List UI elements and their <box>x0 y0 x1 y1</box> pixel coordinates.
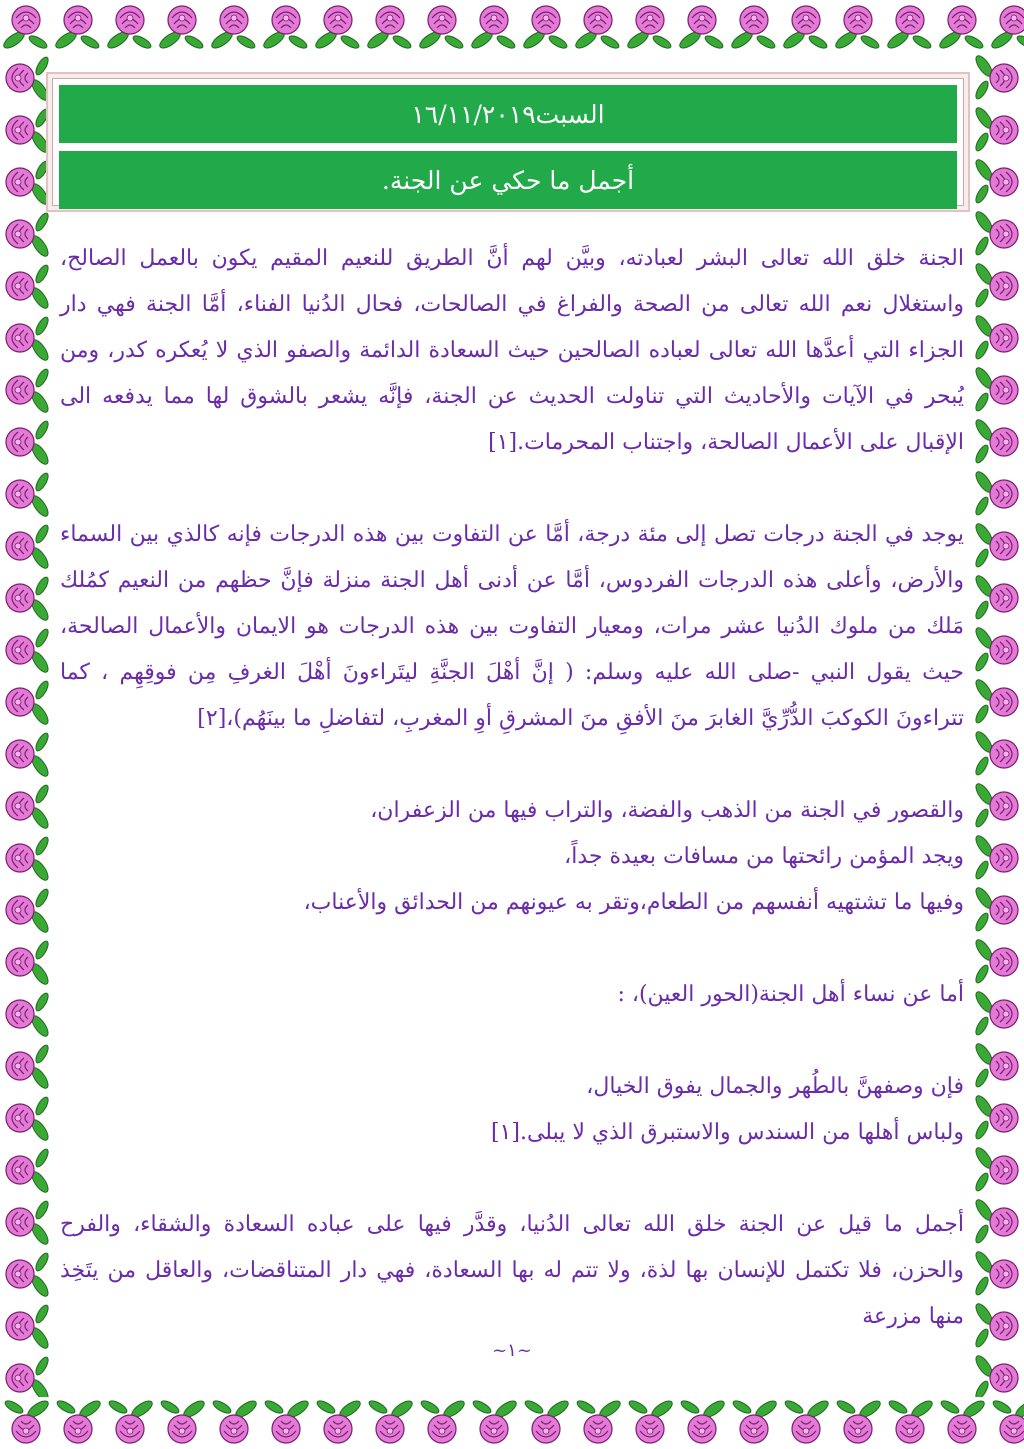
rose-icon <box>0 312 52 364</box>
rose-icon <box>780 1397 832 1449</box>
rose-icon <box>0 364 52 416</box>
rose-icon <box>988 0 1024 52</box>
page-number: ~١~ <box>492 1340 532 1361</box>
paragraph-degrees: يوجد في الجنة درجات تصل إلى مئة درجة، أمَّا عن التفاوت بين هذه الدرجات فإنه كالذي بين السماء والأرض، وأعلى هذه الدرجات الفردوس، أمَّا عن أدنى أهل الجنة منزلة فإنَّ حظهم من النعيم كمُلك مَلك من ملوك الدُنيا عشر مرات، ومعيار التفاوت بين هذه الدرجات هو الايمان والأعمال الصالحة، حيث يقول النبي -صلى الله عليه وسلم: ( إنَّ أهْلَ الجنَّةِ ليتَراءونَ أهْلَ الغرفِ مِن فوقِهِم ، كما تتراءونَ الكوكبَ الدُّرِّيَّ الغابرَ منَ الأفقِ منَ المشرقِ أوِ المغربِ، لتفاضلِ ما بينَهُم)،[٢] <box>60 522 964 731</box>
header-frame <box>52 78 964 206</box>
rose-icon <box>156 1397 208 1449</box>
rose-icon <box>972 728 1024 780</box>
rose-icon <box>728 1397 780 1449</box>
rose-icon <box>156 0 208 52</box>
rose-icon <box>52 1397 104 1449</box>
rose-icon <box>416 0 468 52</box>
rose-icon <box>312 1397 364 1449</box>
rose-icon <box>972 312 1024 364</box>
rose-icon <box>0 0 52 52</box>
rose-icon <box>972 416 1024 468</box>
rose-icon <box>468 0 520 52</box>
rose-icon <box>0 988 52 1040</box>
rose-icon <box>972 156 1024 208</box>
rose-border-bottom <box>0 1397 1024 1449</box>
header-title: أجمل ما حكي عن الجنة. <box>59 149 957 209</box>
rose-icon <box>0 468 52 520</box>
rose-icon <box>972 832 1024 884</box>
rose-icon <box>972 468 1024 520</box>
rose-icon <box>52 0 104 52</box>
rose-icon <box>572 0 624 52</box>
rose-icon <box>676 0 728 52</box>
rose-icon <box>972 624 1024 676</box>
rose-icon <box>468 1397 520 1449</box>
rose-border-top <box>0 0 1024 52</box>
rose-icon <box>0 624 52 676</box>
rose-icon <box>972 1248 1024 1300</box>
rose-icon <box>0 884 52 936</box>
rose-icon <box>416 1397 468 1449</box>
rose-icon <box>972 104 1024 156</box>
rose-border-left <box>0 52 52 1397</box>
rose-icon <box>0 728 52 780</box>
paragraph-intro: الجنة خلق الله تعالى البشر لعبادته، وبيَّن لهم أنَّ الطريق للنعيم المقيم يكون بالعمل الصالح، واستغلال نعم الله تعالى من الصحة والفراغ في الصالحات، فحال الدُنيا الفناء، أمَّا الجنة فهي دار الجزاء التي أعدَّها الله تعالى لعباده الصالحين حيث السعادة الدائمة والصفو الذي لا يُعكره كدر، ومن يُبحر في الآيات والأحاديث التي تناولت الحديث عن الجنة، فإنَّه يشعر بالشوق لها مما يدفعه الى الإقبال على الأعمال الصالحة، واجتناب المحرمات.[١] <box>60 246 964 455</box>
rose-icon <box>0 416 52 468</box>
rose-icon <box>0 1040 52 1092</box>
rose-icon <box>972 52 1024 104</box>
line-food: وفيها ما تشتهيه أنفسهم من الطعام،وتقر به عيونهم من الحدائق والأعناب، <box>303 890 964 915</box>
rose-icon <box>972 1196 1024 1248</box>
rose-icon <box>972 1092 1024 1144</box>
rose-icon <box>0 1092 52 1144</box>
rose-icon <box>208 0 260 52</box>
paragraph-best: أجمل ما قيل عن الجنة خلق الله تعالى الدُنيا، وقدَّر فيها على عباده السعادة والشقاء، والفرح والحزن، فلا تكتمل للإنسان بها لذة، ولا تتم له بها السعادة، فهي دار المتناقضات، والعاقل من يتَخِذ منها مزرعة <box>60 1212 964 1329</box>
header-date: السبت١٦/١١/٢٠١٩ <box>59 85 957 143</box>
rose-icon <box>0 156 52 208</box>
rose-icon <box>520 1397 572 1449</box>
rose-icon <box>972 936 1024 988</box>
rose-icon <box>312 0 364 52</box>
rose-icon <box>972 780 1024 832</box>
rose-icon <box>0 208 52 260</box>
line-scent: ويجد المؤمن رائحتها من مسافات بعيدة جداً، <box>564 844 964 869</box>
header-box <box>46 72 970 212</box>
rose-border-right <box>972 52 1024 1397</box>
rose-icon <box>936 0 988 52</box>
rose-icon <box>972 1144 1024 1196</box>
rose-icon <box>780 0 832 52</box>
rose-icon <box>972 572 1024 624</box>
rose-icon <box>728 0 780 52</box>
rose-icon <box>972 1040 1024 1092</box>
rose-icon <box>0 936 52 988</box>
line-palaces: والقصور في الجنة من الذهب والفضة، والتراب فيها من الزعفران، <box>370 798 964 823</box>
rose-icon <box>972 988 1024 1040</box>
rose-icon <box>0 520 52 572</box>
rose-icon <box>972 260 1024 312</box>
rose-icon <box>364 0 416 52</box>
rose-icon <box>972 884 1024 936</box>
rose-icon <box>208 1397 260 1449</box>
rose-icon <box>0 260 52 312</box>
article-body <box>60 236 964 1340</box>
line-clothing: ولباس أهلها من السندس والاستبرق الذي لا يبلى.[١] <box>490 1120 964 1145</box>
rose-icon <box>884 0 936 52</box>
rose-icon <box>0 832 52 884</box>
rose-icon <box>260 0 312 52</box>
rose-icon <box>0 676 52 728</box>
rose-icon <box>624 0 676 52</box>
rose-icon <box>624 1397 676 1449</box>
line-women: أما عن نساء أهل الجنة(الحور العين)، : <box>617 982 964 1007</box>
rose-icon <box>0 1397 52 1449</box>
rose-icon <box>364 1397 416 1449</box>
rose-icon <box>0 104 52 156</box>
line-purity: فإن وصفهنَّ بالطُهر والجمال يفوق الخيال، <box>586 1074 964 1099</box>
rose-icon <box>0 1144 52 1196</box>
rose-icon <box>972 208 1024 260</box>
rose-icon <box>104 0 156 52</box>
rose-icon <box>832 0 884 52</box>
rose-icon <box>936 1397 988 1449</box>
rose-icon <box>972 364 1024 416</box>
rose-icon <box>0 780 52 832</box>
rose-icon <box>832 1397 884 1449</box>
rose-icon <box>0 52 52 104</box>
rose-icon <box>972 676 1024 728</box>
rose-icon <box>676 1397 728 1449</box>
rose-icon <box>104 1397 156 1449</box>
rose-icon <box>0 1196 52 1248</box>
rose-icon <box>572 1397 624 1449</box>
rose-icon <box>972 520 1024 572</box>
rose-icon <box>988 1397 1024 1449</box>
rose-icon <box>0 1248 52 1300</box>
rose-icon <box>260 1397 312 1449</box>
rose-icon <box>520 0 572 52</box>
rose-icon <box>884 1397 936 1449</box>
rose-icon <box>0 572 52 624</box>
